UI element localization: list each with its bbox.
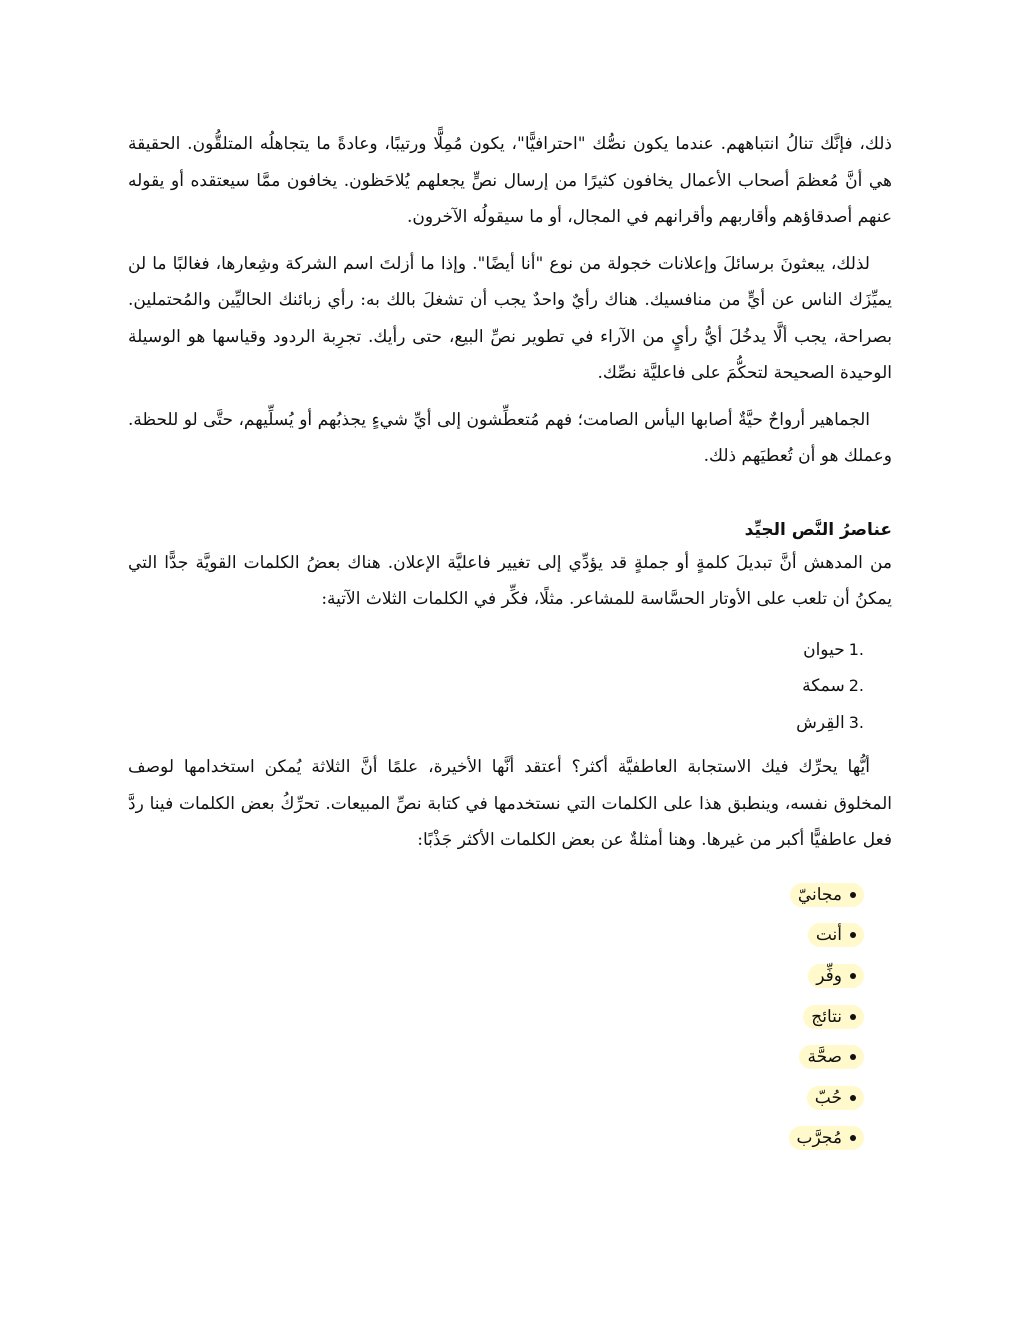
bullet-list-item (128, 956, 864, 997)
bullet-text: حُبّ (814, 1087, 842, 1108)
numbered-list-item (128, 632, 864, 669)
list-item-text: حيوان (803, 639, 845, 660)
bullet-text: مجانيّ (797, 884, 842, 905)
bullet-text: صحَّة (807, 1047, 842, 1068)
bullet-list-item (128, 996, 864, 1037)
bullet-list (128, 875, 892, 1159)
paragraph-intro-2: لذلك، يبعثونَ برسائلَ وإعلانات خجولة من نوع "أنا أيضًا". وإذا ما أزلتَ اسم الشركة وشِعارها، فغالبًا ما لن يميِّزَك الناس عن أيٍّ من منافسيك. هناك رأيٌ واحدٌ يجب أن تشغلَ بالك به: رأي زبائنك الحاليِّين والمُحتملين. بصراحة، يجب ألَّا يدخُلَ أيُّ رأيٍ من الآراء في تطوير نصِّ البيع، حتى رأيك. تجرِبة الردود وقياسها هو الوسيلة الوحيدة الصحيحة لتحكُّمَ على فاعليَّة نصِّك. (128, 253, 892, 383)
paragraph-intro-1: ذلك، فإنَّك تنالُ انتباههم. عندما يكون نصُّك "احترافيًّا"، يكون مُمِلًّا ورتيبًا، وعادةً ما يتجاهلُه المتلقُّون. الحقيقة هي أنَّ مُعظمَ أصحاب الأعمال يخافون كثيرًا من إرسال نصٍّ يجعلهم يُلاحَظون. يخافون ممَّا سيعتقده أو يقوله عنهم أصدقاؤهم وأقاربهم وأقرانهم في المجال، أو ما سيقولُه الآخرون. (128, 134, 892, 227)
bullet-list-item (128, 1077, 864, 1118)
list-number: 1. (848, 639, 864, 659)
bullet-icon (850, 1095, 856, 1101)
bullet-text: أنت (815, 925, 842, 946)
numbered-list-item (128, 668, 864, 705)
document-page (128, 126, 892, 1159)
bullet-icon (850, 892, 856, 898)
highlighted-item (808, 923, 864, 947)
highlighted-item (799, 1045, 864, 1069)
highlighted-item (808, 964, 864, 988)
bullet-icon (850, 973, 856, 979)
list-number: 3. (848, 712, 864, 732)
section-paragraph-2: أيُّها يحرِّك فيك الاستجابة العاطفيَّة أكثر؟ أعتقد أنَّها الأخيرة، علمًا أنَّ الثلاثة يُمكن استخدامها لوصف المخلوق نفسه، وينطبق هذا على الكلمات التي نستخدمها في كتابة نصِّ المبيعات. تحرِّكُ بعض الكلمات فينا ردَّ فعل عاطفيًّا أكبر من غيرها. وهنا أمثلةٌ عن بعض الكلمات الأكثر جَذْبًا: (128, 757, 892, 850)
bullet-text: مُجرَّب (796, 1128, 842, 1149)
bullet-icon (850, 1054, 856, 1060)
section-heading: عناصرُ النَّص الجيِّد (744, 519, 892, 540)
list-number: 2. (848, 676, 864, 695)
highlighted-item (790, 883, 864, 907)
bullet-icon (850, 932, 856, 938)
bullet-text: وفِّر (816, 965, 842, 986)
bullet-text: نتائج (811, 1006, 842, 1027)
highlighted-item (807, 1086, 864, 1110)
bullet-icon (850, 1014, 856, 1020)
highlighted-item (803, 1005, 864, 1029)
bullet-list-item (128, 875, 864, 916)
list-item-text: القِرش (796, 712, 845, 733)
section-paragraph-1: من المدهش أنَّ تبديلَ كلمةٍ أو جملةٍ قد يؤدِّي إلى تغيير فاعليَّة الإعلان. هناك بعضُ الكلمات القويَّة جدًّا التي يمكنُ أن تلعب على الأوتار الحسَّاسة للمشاعر. مثلًا، فكِّر في الكلمات الثلاث الآتية: (128, 552, 892, 609)
bullet-list-item (128, 1037, 864, 1078)
numbered-list-item (128, 705, 864, 742)
bullet-list-item (128, 1118, 864, 1159)
highlighted-item (789, 1126, 864, 1150)
bullet-list-item (128, 915, 864, 956)
bullet-icon (850, 1135, 856, 1141)
numbered-list (128, 632, 892, 742)
paragraph-intro-3: الجماهير أرواحٌ حيَّةٌ أصابها اليأس الصامت؛ فهم مُتعطِّشون إلى أيِّ شيءٍ يجذبُهم أو يُسلِّيهم، حتَّى لو للحظة. وعملك هو أن تُعطيَهم ذلك. (128, 409, 892, 466)
list-item-text: سمكة (802, 676, 845, 696)
